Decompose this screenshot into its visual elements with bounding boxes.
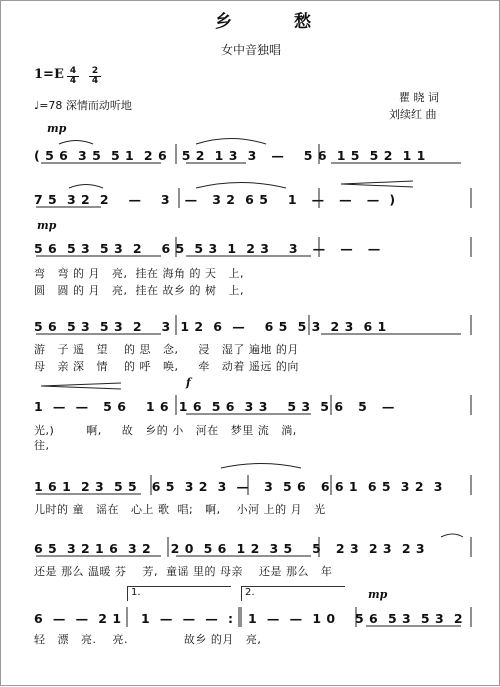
time-signature-2-4: 2 4 [89,67,101,86]
lyrics-line-6: 儿时的 童 谣在 心上 歌 唱; 啊, 小河 上的 月 光 [34,503,326,516]
lyrics-line-5a: 光,) 啊, 故 乡的 小 河在 梦里 流 淌, [34,424,297,437]
volta-first-ending: 1. [127,586,231,601]
notation-line-6: 1 6 1 2 3 5 5 6 5 3 2 3 — 3 5 6 6 6 1 6 5 3 2 3 [34,479,443,494]
dynamic-mp: mp [47,122,67,135]
song-subtitle: 女中音独唱 [220,43,281,57]
lyrics-line-3a: 弯 弯 的 月 亮, 挂在 海角 的 天 上, [34,267,244,280]
dynamic-mp: mp [368,588,388,601]
key-signature: 1=E [34,67,64,82]
composer-credit: 刘续红 曲 [389,108,437,121]
staff-marks-layer [1,1,500,687]
song-title: 乡 愁 [215,12,339,32]
lyricist-credit: 瞿 晓 词 [399,91,439,104]
lyrics-line-8: 轻 漂 亮. 亮. 故乡 的月 亮, [34,633,262,646]
time-signature-4-4: 4 4 [67,67,79,86]
tempo-marking: ♩=78 深情而动听地 [34,99,132,112]
notation-line-4: 5 6 5 3 5 3 2 3 1 2 6 — 6 5 5 3 2 3 6 1 [34,319,387,334]
notation-line-5: 1 — — 5 6 1 6 1 6 5 6 3 3 5 3 5 6 5 — [34,399,395,414]
notation-line-7: 6 5 3 2 1 6 3 2 2 0 5 6 1 2 3 5 5 2 3 2 3 2 3 [34,541,426,556]
lyrics-line-3b: 圆 圆 的 月 亮, 挂在 故乡 的 树 上, [34,284,244,297]
notation-line-8: 6 — — 2 1 1 — — — : 1 — — 1 0 5 6 5 3 5 3 2 [34,611,464,626]
dynamic-f: f [186,376,191,389]
notation-line-2: 7 5 3 2 2 — 3 — 3 2 6 5 1 — — — ) [34,192,396,207]
lyrics-line-4b: 母 亲 深 情 的 呼 唤, 牵 动着 遥远 的向 [34,360,299,373]
notation-line-1: ( 5 6 3 5 5 1 2 6 5 2 1 3 3 — 5 6 1 5 5 2 1 1 [34,148,426,163]
dynamic-mp: mp [37,219,57,232]
notation-line-3: 5 6 5 3 5 3 2 6 5 5 3 1 2 3 3 — — — [34,241,381,256]
volta-second-ending: 2. [241,586,345,601]
lyrics-line-7: 还是 那么 温暖 芬 芳, 童谣 里的 母亲 还是 那么 年 [34,565,333,578]
lyrics-line-4a: 游 子 遥 望 的 思 念, 浸 湿了 遍地 的月 [34,343,299,356]
lyrics-line-5b: 往, [34,439,50,452]
